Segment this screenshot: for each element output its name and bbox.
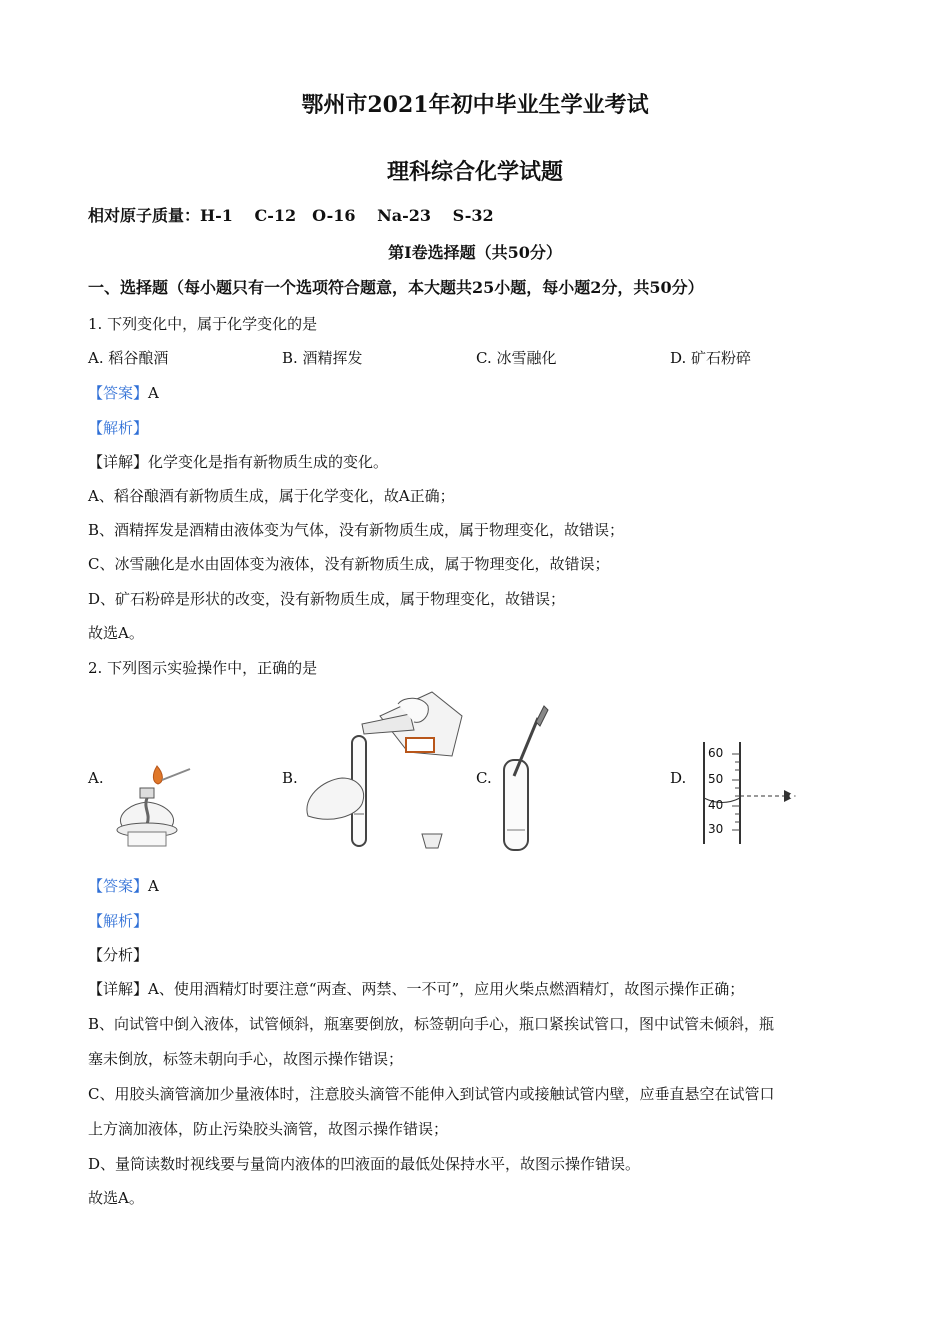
q1-explain-a: A、稻谷酿酒有新物质生成，属于化学变化，故A正确； (88, 487, 455, 505)
q1-detail-line (88, 452, 388, 472)
q2-explain-c2: 上方滴加液体，防止污染胶头滴管，故图示操作错误； (88, 1120, 449, 1138)
q1-option-d: D. 矿石粉碎 (670, 349, 752, 367)
alcohol-lamp-figure (108, 760, 198, 852)
cylinder-tick-30: 30 (708, 822, 724, 836)
cylinder-tick-60: 60 (708, 746, 724, 760)
q2-stem: 2. 下列图示实验操作中，正确的是 (88, 659, 318, 677)
q2-explain-d: D、量筒读数时视线要与量筒内液体的凹液面的最低处保持水平，故图示操作错误。 (88, 1155, 641, 1173)
q2-option-d-label: D. (670, 769, 687, 787)
cylinder-tick-40: 40 (708, 798, 724, 812)
q2-explain-b1: B、向试管中倒入液体，试管倾斜，瓶塞要倒放，标签朝向手心，瓶口紧挨试管口，图中试管未倾斜，瓶 (88, 1015, 775, 1033)
exam-subtitle: 理科综合化学试题 (386, 159, 563, 185)
q2-analysis-tag: 【解析】 (88, 912, 149, 930)
atomic-mass-line: 相对原子质量：H-1 C-12 O-16 Na-23 S-32 (88, 206, 494, 225)
q2-conclusion: 故选A。 (88, 1189, 144, 1207)
q2-option-b-label: B. (282, 769, 298, 787)
q2-fenxi-tag: 【分析】 (88, 946, 149, 964)
q2-explain-c1: C、用胶头滴管滴加少量液体时，注意胶头滴管不能伸入到试管内或接触试管内壁，应垂直悬空在试管口 (88, 1085, 775, 1103)
q1-explain-d: D、矿石粉碎是形状的改变，没有新物质生成，属于物理变化，故错误； (88, 590, 566, 608)
q2-option-a-label: A. (88, 769, 104, 787)
q1-explain-b: B、酒精挥发是酒精由液体变为气体，没有新物质生成，属于物理变化，故错误； (88, 521, 625, 539)
graduated-cylinder-figure (700, 740, 810, 850)
q1-conclusion: 故选A。 (88, 624, 144, 642)
exam-title: 鄂州市2021年初中毕业生学业考试 (301, 92, 649, 118)
q2-explain-b2: 塞未倒放，标签未朝向手心，故图示操作错误； (88, 1050, 404, 1068)
q1-answer-line (88, 383, 159, 403)
q1-option-c: C. 冰雪融化 (476, 349, 557, 367)
q1-explain-c: C、冰雪融化是水由固体变为液体，没有新物质生成，属于物理变化，故错误； (88, 555, 610, 573)
q1-detail-tag: 【详解】 (88, 453, 149, 471)
cylinder-tick-50: 50 (708, 772, 724, 786)
q1-stem: 1. 下列变化中，属于化学变化的是 (88, 315, 318, 333)
q2-answer-line (88, 876, 159, 896)
q1-answer-tag: 【答案】 (88, 384, 149, 402)
q1-answer: A (148, 384, 159, 402)
q2-answer-tag: 【答案】 (88, 877, 149, 895)
q2-detail-line (88, 979, 744, 999)
q2-answer: A (148, 877, 159, 895)
q2-detail: A、使用酒精灯时要注意“两查、两禁、一不可”，应用火柴点燃酒精灯，故图示操作正确； (148, 980, 745, 998)
part1-title: 一、选择题（每小题只有一个选项符合题意，本大题共25小题，每小题2分，共50分） (88, 278, 704, 297)
q1-option-a: A. 稻谷酿酒 (88, 349, 169, 367)
q1-analysis-tag: 【解析】 (88, 419, 149, 437)
dropper-tube-figure (500, 700, 550, 855)
section-header: 第Ⅰ卷选择题（共50分） (388, 243, 562, 262)
q1-option-b: B. 酒精挥发 (282, 349, 363, 367)
pouring-liquid-figure (302, 686, 472, 856)
q1-detail: 化学变化是指有新物质生成的变化。 (148, 453, 389, 471)
q2-option-c-label: C. (476, 769, 492, 787)
q2-detail-tag: 【详解】 (88, 980, 149, 998)
